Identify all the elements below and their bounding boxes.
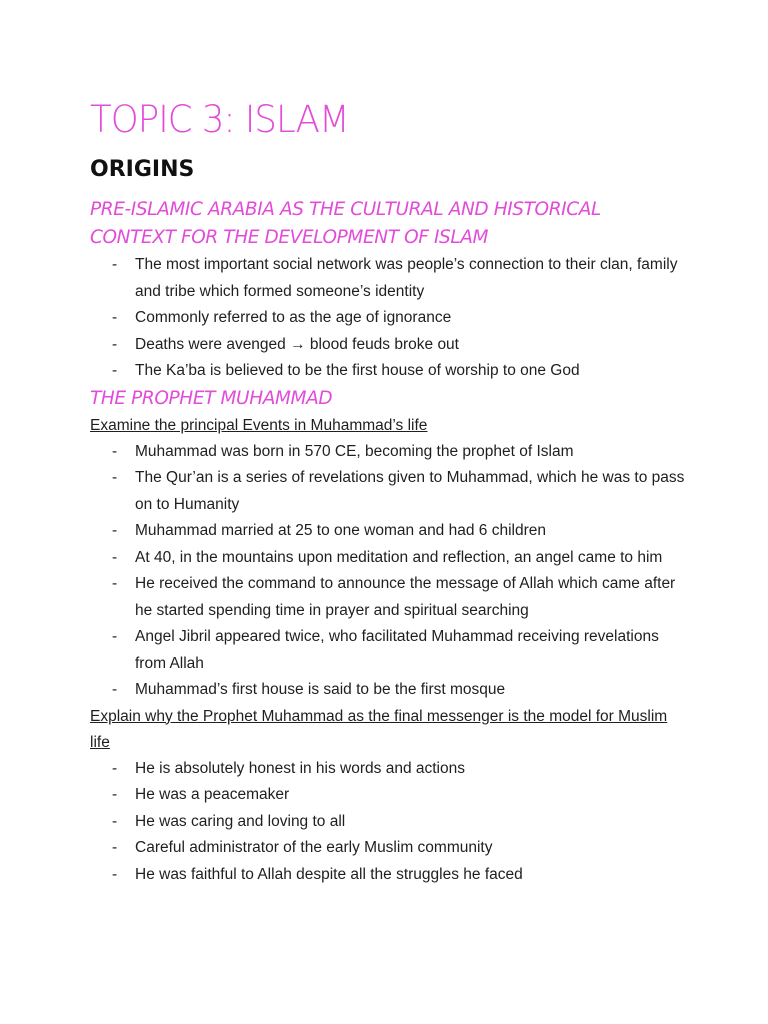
list-item: - He is absolutely honest in his words and actions <box>90 756 690 783</box>
list-item: - The Qur’an is a series of revelations given to Muhammad, which he was to pass on to Humanity <box>90 465 690 518</box>
heading-prophet-muhammad: THE PROPHET MUHAMMAD <box>90 387 333 409</box>
subheading-final-messenger: Explain why the Prophet Muhammad as the final messenger is the model for Muslim life <box>90 707 668 751</box>
document-page <box>90 96 690 888</box>
list-item: - The Ka’ba is believed to be the first house of worship to one God <box>90 358 690 385</box>
list-item: - Muhammad married at 25 to one woman and had 6 children <box>90 518 690 545</box>
heading-line-1: PRE-ISLAMIC ARABIA AS THE CULTURAL AND HISTORICAL <box>90 199 601 220</box>
list-item: - The most important social network was people’s connection to their clan, family and tribe which formed someone’s identity <box>90 252 690 305</box>
list-item: - Angel Jibril appeared twice, who facilitated Muhammad receiving revelations from Allah <box>90 624 690 677</box>
bullet-list-pre-islamic <box>90 252 690 385</box>
subheading-principal-events: Examine the principal Events in Muhammad’s life <box>90 416 428 434</box>
bullet-list-final-messenger <box>90 756 690 889</box>
list-item: - Commonly referred to as the age of ignorance <box>90 305 690 332</box>
list-item: - Muhammad was born in 570 CE, becoming the prophet of Islam <box>90 439 690 466</box>
list-item: - Muhammad’s first house is said to be the first mosque <box>90 677 690 704</box>
bullet-list-principal-events <box>90 439 690 704</box>
list-item: - At 40, in the mountains upon meditation and reflection, an angel came to him <box>90 545 690 572</box>
heading-line-2: CONTEXT FOR THE DEVELOPMENT OF ISLAM <box>90 227 489 248</box>
section-heading-origins: ORIGINS <box>90 157 195 182</box>
heading-pre-islamic-arabia <box>90 196 690 252</box>
list-item: - He was caring and loving to all <box>90 809 690 836</box>
list-item: - He received the command to announce the message of Allah which came after he started spending time in prayer and spiritual searching <box>90 571 690 624</box>
list-item: - He was faithful to Allah despite all the struggles he faced <box>90 862 690 889</box>
list-item: - He was a peacemaker <box>90 782 690 809</box>
list-item: - Deaths were avenged → blood feuds broke out <box>90 332 690 359</box>
page-title: TOPIC 3: ISLAM <box>90 98 349 141</box>
list-item: - Careful administrator of the early Muslim community <box>90 835 690 862</box>
